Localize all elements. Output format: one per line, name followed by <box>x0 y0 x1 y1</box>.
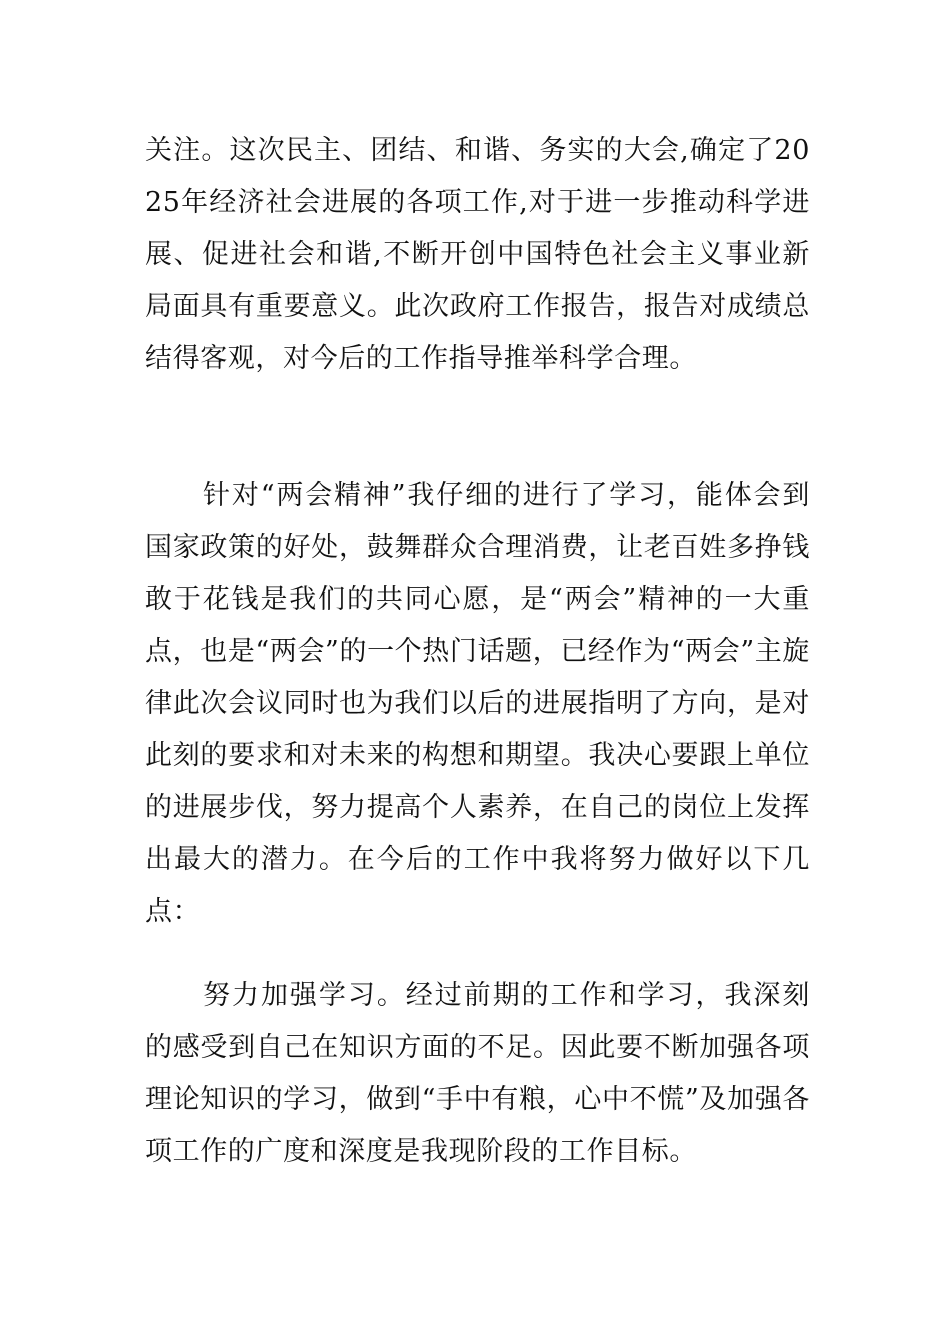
paragraph-strengthen-learning: 努力加强学习。经过前期的工作和学习，我深刻的感受到自己在知识方面的不足。因此要不断加强各项理论知识的学习，做到“手中有粮，心中不慌”及加强各项工作的广度和深度是我现阶段的工作目标。 <box>145 980 810 1167</box>
paragraph-continuation: 关注。这次民主、团结、和谐、务实的大会,确定了2025年经济社会进展的各项工作,对于进一步推动科学进展、促进社会和谐,不断开创中国特色社会主义事业新局面具有重要意义。此次政府工作报告，报告对成绩总结得客观，对今后的工作指导推举科学合理。 <box>145 135 810 374</box>
paragraph-two-sessions-study: 针对“两会精神”我仔细的进行了学习，能体会到国家政策的好处，鼓舞群众合理消费，让老百姓多挣钱敢于花钱是我们的共同心愿，是“两会”精神的一大重点，也是“两会”的一个热门话题，已经作为“两会”主旋律此次会议同时也为我们以后的进展指明了方向，是对此刻的要求和对未来的构想和期望。我决心要跟上单位的进展步伐，努力提高个人素养，在自己的岗位上发挥出最大的潜力。在今后的工作中我将努力做好以下几点： <box>145 480 810 927</box>
